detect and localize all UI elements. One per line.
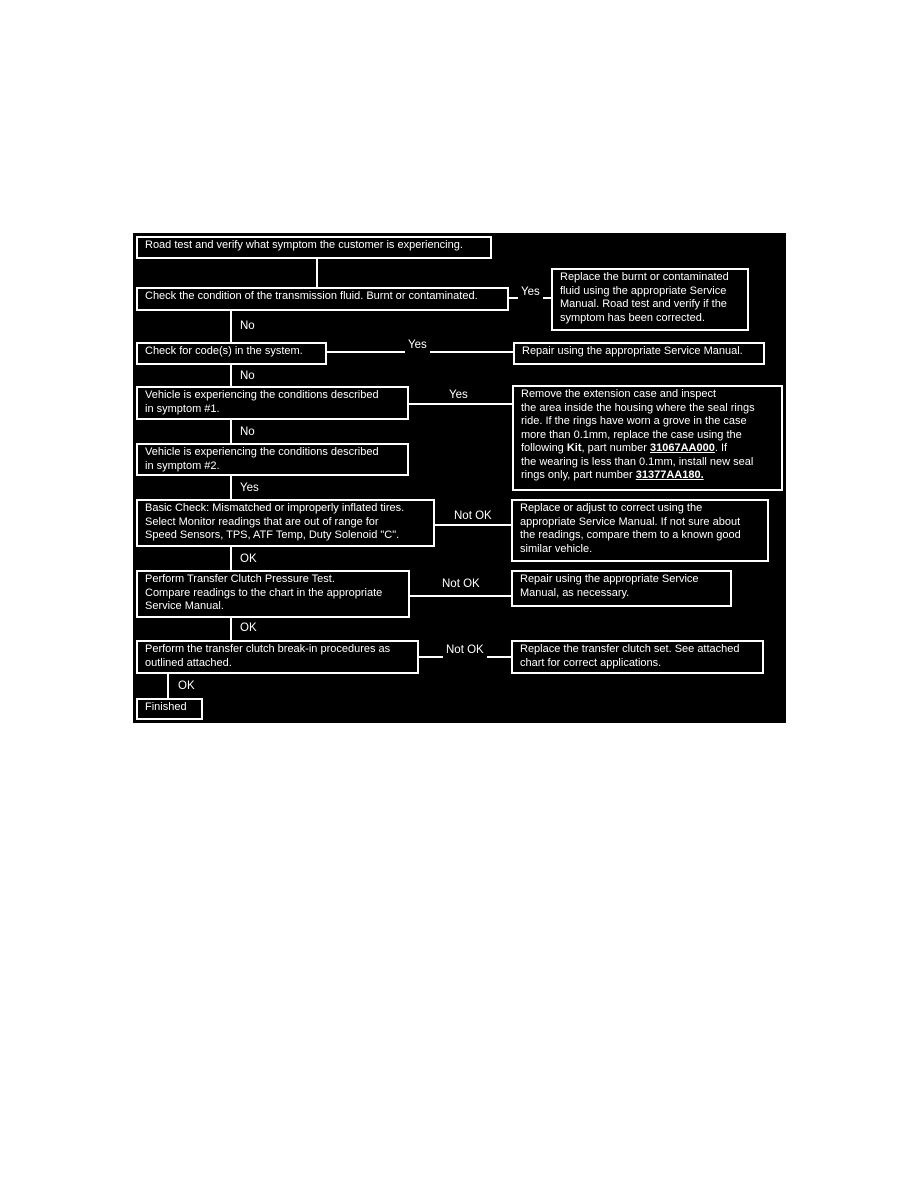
- code-action-box: Repair using the appropriate Service Manual.: [513, 342, 765, 365]
- symptom2-box: Vehicle is experiencing the conditions described in symptom #2.: [136, 443, 409, 476]
- connector-symptom1-yes: [409, 403, 512, 405]
- kit-label: Kit: [566, 442, 582, 454]
- fluid-check-box: Check the condition of the transmission fluid. Burnt or contaminated.: [136, 287, 509, 311]
- pressure-notok-label: Not OK: [439, 577, 483, 592]
- code-check-box: Check for code(s) in the system.: [136, 342, 327, 365]
- symptom1-box: Vehicle is experiencing the conditions described in symptom #1.: [136, 386, 409, 420]
- part-number-2: 31377AA180.: [635, 469, 704, 481]
- symptom1-no-label: No: [237, 425, 258, 440]
- breakin-ok-label: OK: [175, 679, 198, 694]
- start-box: Road test and verify what symptom the customer is experiencing.: [136, 236, 492, 259]
- breakin-action-box: Replace the transfer clutch set. See attached chart for correct applications.: [511, 640, 764, 674]
- connector-fluid-code: [230, 311, 232, 343]
- connector-basic-notok: [435, 524, 511, 526]
- connector-basic-pressure: [230, 547, 232, 571]
- connector-breakin-finished: [167, 673, 169, 699]
- finished-box: Finished: [136, 698, 203, 720]
- basic-action-box: Replace or adjust to correct using the appropriate Service Manual. If not sure about the readings, compare them to a known good similar vehicle.: [511, 499, 769, 562]
- code-no-label: No: [237, 369, 258, 384]
- part-number-1: 31067AA000: [650, 442, 715, 454]
- connector-symptom1-symptom2: [230, 419, 232, 444]
- basic-ok-label: OK: [237, 552, 260, 567]
- fluid-yes-label: Yes: [518, 285, 543, 300]
- symptom1-action-text-3: . If the wearing is less than 0.1mm, install new seal rings only, part number: [521, 442, 754, 481]
- flowchart: [133, 233, 786, 723]
- pressure-action-box: Repair using the appropriate Service Manual, as necessary.: [511, 570, 732, 607]
- pressure-ok-label: OK: [237, 621, 260, 636]
- connector-pressure-notok: [410, 595, 511, 597]
- connector-start-fluid: [316, 258, 318, 288]
- connector-symptom2-basic: [230, 475, 232, 500]
- fluid-action-box: Replace the burnt or contaminated fluid using the appropriate Service Manual. Road test and verify if the symptom has been corrected.: [551, 268, 749, 331]
- fluid-no-label: No: [237, 319, 258, 334]
- breakin-box: Perform the transfer clutch break-in procedures as outlined attached.: [136, 640, 419, 674]
- code-yes-label: Yes: [405, 338, 430, 353]
- symptom1-yes-label: Yes: [446, 388, 471, 403]
- symptom1-action-text-2: , part number: [581, 442, 651, 454]
- basic-check-box: Basic Check: Mismatched or improperly inflated tires. Select Monitor readings that are out of range for Speed Sensors, TPS, ATF Temp, Duty Solenoid "C".: [136, 499, 435, 547]
- symptom1-action-text-1: Remove the extension case and inspect the area inside the housing where the seal rings ride. If the rings have worn a grove in the case more than 0.1mm, replace the case using the following: [521, 388, 755, 454]
- symptom2-yes-label: Yes: [237, 481, 262, 496]
- connector-pressure-breakin: [230, 617, 232, 641]
- pressure-test-box: Perform Transfer Clutch Pressure Test. Compare readings to the chart in the appropriate Service Manual.: [136, 570, 410, 618]
- connector-code-symptom1: [230, 365, 232, 387]
- breakin-notok-label: Not OK: [443, 643, 487, 658]
- symptom1-action-box: [512, 385, 783, 491]
- basic-notok-label: Not OK: [451, 509, 495, 524]
